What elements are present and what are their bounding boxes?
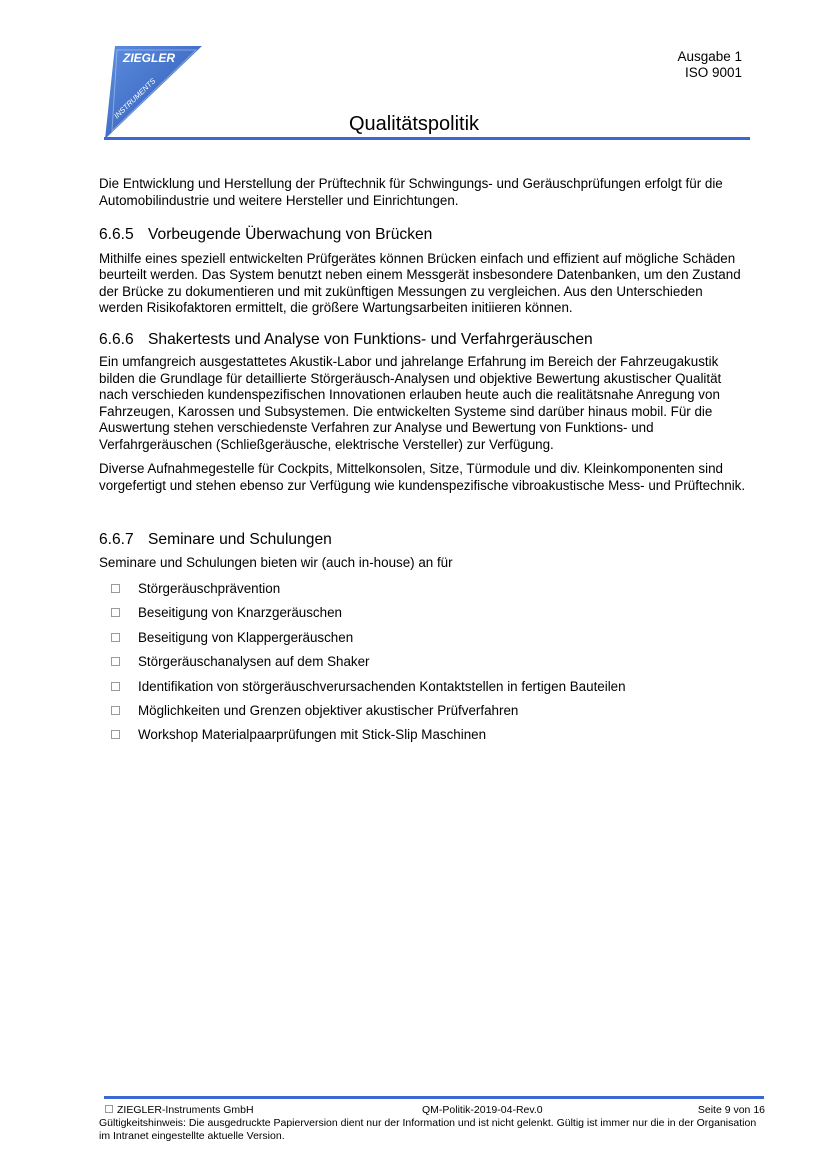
section-heading-6-6-7 — [99, 532, 749, 549]
section-paragraph: Ein umfangreich ausgestattetes Akustik-Labor und jahrelange Erfahrung im Bereich der Fahrzeugakustik bilden die Grundlage für detaillierte Störgeräusch-Analysen und objektive Bewertung akustischer Qualität nach verschieden kundenspezifischen Innovationen erlauben heute auch die realitätsnahe Anregung von Fahrzeugen, Karossen und Subsystemen. Die entwickelten Systeme sind darüber hinaus mobil. Für die Auswertung stehen verschiedenste Verfahren zur Analyse und Bewertung von Funktions- und Verfahrgeräuschen (Schließgeräusche, elektrische Versteller) zur Verfügung. — [99, 354, 722, 452]
footer-page-number: Seite 9 von 16 — [697, 1104, 765, 1116]
list-item: Störgeräuschprävention — [99, 581, 749, 605]
ziegler-instruments-logo — [103, 45, 203, 140]
list-item: Störgeräuschanalysen auf dem Shaker — [99, 654, 749, 678]
section-heading-6-6-6 — [99, 332, 749, 349]
list-item: Möglichkeiten und Grenzen objektiver akustischer Prüfverfahren — [99, 703, 749, 727]
footer-document-id: QM-Politik-2019-04-Rev.0 — [422, 1104, 543, 1116]
checkbox-bullet-icon — [111, 730, 120, 739]
logo-wordmark: ZIEGLER — [123, 51, 176, 65]
list-item: Workshop Materialpaarprüfungen mit Stick-Slip Maschinen — [99, 727, 749, 751]
checkbox-bullet-icon — [111, 608, 120, 617]
list-item: Beseitigung von Klappergeräuschen — [99, 630, 749, 654]
intro-paragraph: Die Entwicklung und Herstellung der Prüftechnik für Schwingungs- und Geräuschprüfungen erfolgt für die Automobilindustrie und weitere Hersteller und Einrichtungen. — [99, 176, 723, 208]
section-title: Shakertests und Analyse von Funktions- und Verfahrgeräuschen — [148, 330, 593, 348]
footer-validity-notice: Gültigkeitshinweis: Die ausgedruckte Papierversion dient nur der Information und ist nicht gelenkt. Gültig ist immer nur die in der Organisation im Intranet eingestellte aktuelle Version. — [99, 1117, 757, 1142]
issue-number: Ausgabe 1 — [677, 49, 742, 64]
document-body — [99, 176, 749, 752]
checkbox-bullet-icon — [111, 682, 120, 691]
issue-info — [677, 49, 742, 81]
section-paragraph: Diverse Aufnahmegestelle für Cockpits, Mittelkonsolen, Sitze, Türmodule und div. Kleinkomponenten sind vorgefertigt und stehen ebenso zur Verfügung wie kundenspezifische vibroakustische Mess- und Prüftechnik. — [99, 461, 746, 493]
section-title: Vorbeugende Überwachung von Brücken — [148, 226, 433, 243]
checkbox-bullet-icon — [105, 1105, 113, 1113]
section-number: 6.6.5 — [99, 226, 134, 243]
page-footer — [99, 1104, 765, 1143]
checkbox-bullet-icon — [111, 584, 120, 593]
checkbox-bullet-icon — [111, 657, 120, 666]
footer-rule — [104, 1096, 764, 1099]
logo-subtitle: INSTRUMENTS — [112, 76, 158, 121]
header-rule — [104, 137, 750, 140]
page-title: Qualitätspolitik — [349, 113, 480, 135]
checkbox-bullet-icon — [111, 706, 120, 715]
section-number: 6.6.7 — [99, 531, 134, 548]
footer-company: ZIEGLER-Instruments GmbH — [105, 1104, 254, 1117]
list-item: Identifikation von störgeräuschverursachenden Kontaktstellen in fertigen Bauteilen — [99, 679, 749, 703]
seminar-list — [99, 581, 749, 752]
iso-standard: ISO 9001 — [684, 65, 742, 80]
section-paragraph: Mithilfe eines speziell entwickelten Prüfgerätes können Brücken einfach und effizient auf mögliche Schäden beurteilt werden. Das System benutzt neben einem Messgerät insbesondere Datenbanken, um den Zustand der Brücke zu dokumentieren und mit zukünftigen Messungen zu vergleichen. Aus den Unterschieden werden Risikofaktoren ermittelt, die größere Wartungsarbeiten initiieren können. — [99, 250, 741, 315]
section-title: Seminare und Schulungen — [148, 531, 332, 548]
section-paragraph: Seminare und Schulungen bieten wir (auch in-house) an für — [99, 554, 453, 570]
section-heading-6-6-5 — [99, 227, 749, 244]
checkbox-bullet-icon — [111, 633, 120, 642]
section-number: 6.6.6 — [99, 330, 134, 348]
list-item: Beseitigung von Knarzgeräuschen — [99, 605, 749, 629]
